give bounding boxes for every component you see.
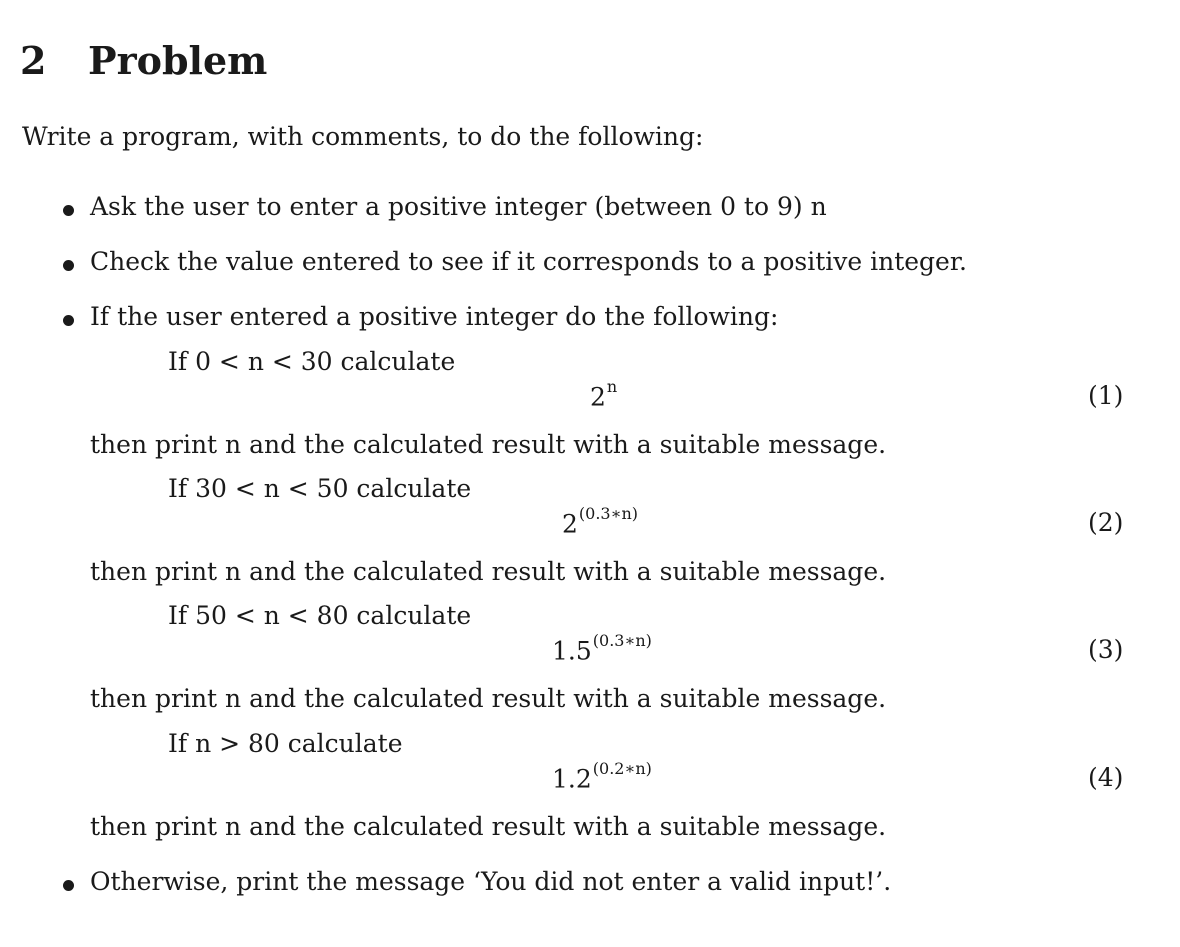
case-condition: If 30 < n < 50 calculate: [168, 474, 472, 503]
case-then: then print n and the calculated result with a suitable message.: [90, 812, 887, 841]
case-then: then print n and the calculated result with a suitable message.: [90, 684, 887, 713]
bullet-icon: [63, 880, 74, 891]
case-condition: If 50 < n < 80 calculate: [168, 601, 472, 630]
bullet-item: If the user entered a positive integer do the following:: [90, 302, 779, 331]
case-then: then print n and the calculated result with a suitable message.: [90, 430, 887, 459]
intro-text: Write a program, with comments, to do the following:: [22, 122, 704, 151]
equation-number: (2): [1088, 508, 1124, 537]
section-number: 2: [20, 38, 47, 83]
equation-number: (1): [1088, 381, 1124, 410]
bullet-icon: [63, 315, 74, 326]
equation-base: 1.5: [552, 636, 592, 666]
equation-2: [562, 504, 639, 539]
section-title: Problem: [88, 38, 268, 83]
bullet-icon: [63, 205, 74, 216]
bullet-item: Otherwise, print the message ‘You did not enter a valid input!’.: [90, 867, 892, 896]
bullet-item: Check the value entered to see if it corresponds to a positive integer.: [90, 247, 967, 276]
equation-number: (3): [1088, 635, 1124, 664]
equation-base: 2: [590, 382, 606, 412]
case-then: then print n and the calculated result with a suitable message.: [90, 557, 887, 586]
case-condition: If n > 80 calculate: [168, 729, 403, 758]
section-heading: [20, 38, 267, 83]
equation-4: [552, 759, 652, 794]
equation-base: 1.2: [552, 764, 592, 794]
equation-number: (4): [1088, 763, 1124, 792]
equation-1: [590, 377, 618, 412]
case-condition: If 0 < n < 30 calculate: [168, 347, 456, 376]
equation-exponent: (0.3∗n): [578, 504, 639, 523]
equation-base: 2: [562, 509, 578, 539]
equation-exponent: (0.2∗n): [592, 759, 652, 778]
equation-3: [552, 631, 652, 666]
equation-exponent: n: [606, 377, 618, 396]
bullet-item: Ask the user to enter a positive integer (between 0 to 9) n: [90, 192, 827, 221]
bullet-icon: [63, 260, 74, 271]
equation-exponent: (0.3∗n): [592, 631, 652, 650]
